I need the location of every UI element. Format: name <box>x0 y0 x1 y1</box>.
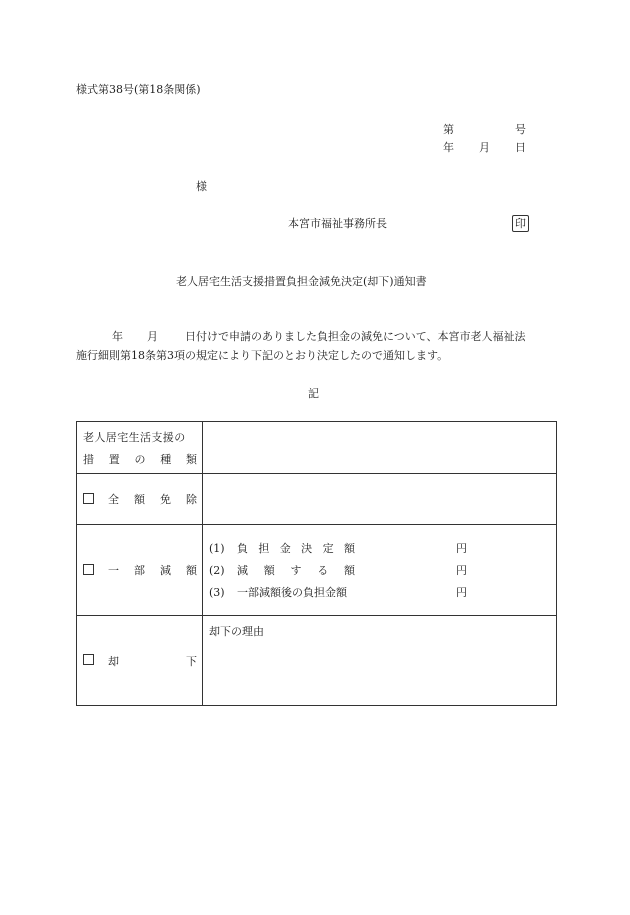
amount-line-number: (1) <box>209 541 225 555</box>
amount-line-after-reduction <box>203 581 556 603</box>
partial-reduction-char: 額 <box>186 564 197 577</box>
rejection-reason-cell[interactable] <box>203 616 557 706</box>
full-exemption-char: 額 <box>134 493 145 506</box>
form-number: 様式第38号(第18条関係) <box>76 83 201 96</box>
amount-line-label: 負 担 金 決 定 額 <box>237 542 355 555</box>
measure-type-char: の <box>134 452 146 466</box>
full-exemption-value-cell[interactable] <box>203 474 557 525</box>
table-row-full-exemption <box>77 474 557 525</box>
ki-heading: 記 <box>308 387 319 400</box>
body-month: 月 <box>147 330 158 343</box>
full-exemption-char: 除 <box>186 493 197 506</box>
measure-type-char: 置 <box>108 452 120 466</box>
doc-number-prefix: 第 <box>443 123 454 136</box>
body-year: 年 <box>112 330 123 343</box>
table-row-partial-reduction <box>77 525 557 616</box>
decision-table <box>76 421 557 706</box>
rejection-label <box>77 616 203 706</box>
rejection-char: 下 <box>186 654 197 668</box>
rejection-reason-title: 却下の理由 <box>209 625 264 638</box>
yen-unit: 円 <box>456 542 467 555</box>
measure-type-label-line2 <box>83 451 197 467</box>
date-year: 年 <box>443 141 454 154</box>
amount-line-number: (3) <box>209 585 225 599</box>
measure-type-char: 類 <box>186 452 197 466</box>
amount-line-number: (2) <box>209 563 225 577</box>
amount-line-decided <box>203 537 556 559</box>
full-exemption-label <box>77 474 203 525</box>
amount-line-label: 一部減額後の負担金額 <box>237 586 347 599</box>
measure-type-label-line1: 老人居宅生活支援の <box>83 430 186 444</box>
table-row-rejection <box>77 616 557 706</box>
measure-type-label <box>77 422 203 474</box>
full-exemption-char: 免 <box>160 493 171 506</box>
yen-unit: 円 <box>456 564 467 577</box>
partial-reduction-char: 部 <box>134 564 145 577</box>
document-title: 老人居宅生活支援措置負担金減免決定(却下)通知書 <box>176 275 427 288</box>
measure-type-value-cell[interactable] <box>203 422 557 474</box>
partial-reduction-label <box>77 525 203 616</box>
doc-number-suffix: 号 <box>515 123 526 136</box>
rejection-char: 却 <box>108 654 119 668</box>
measure-type-char: 措 <box>83 452 94 466</box>
date-month: 月 <box>479 141 490 154</box>
body-line1-text: 日付けで申請のありました負担金の減免について、本宮市老人福祉法 <box>185 330 526 343</box>
amount-line-reduced <box>203 559 556 581</box>
date-day: 日 <box>515 141 526 154</box>
full-exemption-checkbox[interactable] <box>83 493 94 504</box>
table-row-measure-type <box>77 422 557 474</box>
addressee-suffix: 様 <box>196 180 207 193</box>
measure-type-char: 種 <box>160 452 172 466</box>
partial-reduction-char: 減 <box>160 564 171 577</box>
yen-unit: 円 <box>456 586 467 599</box>
partial-reduction-char: 一 <box>108 564 119 577</box>
seal-stamp: 印 <box>512 215 529 232</box>
issuer: 本宮市福祉事務所長 <box>288 217 387 230</box>
amount-line-label: 減 額 す る 額 <box>237 564 355 577</box>
partial-reduction-checkbox[interactable] <box>83 564 94 575</box>
full-exemption-char: 全 <box>108 493 119 506</box>
body-line2: 施行細則第18条第3項の規定により下記のとおり決定したので通知します。 <box>76 349 449 362</box>
rejection-checkbox[interactable] <box>83 654 94 665</box>
partial-reduction-amounts-cell[interactable] <box>203 525 557 616</box>
